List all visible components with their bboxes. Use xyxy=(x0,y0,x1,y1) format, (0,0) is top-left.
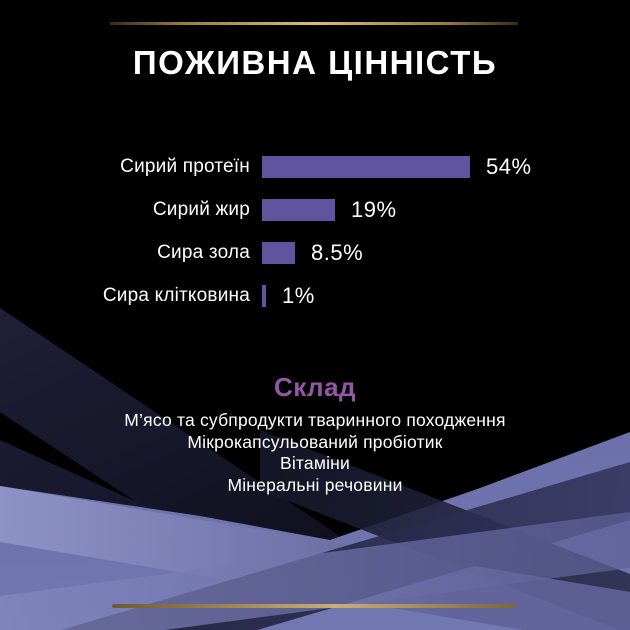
chart-category-label: Сира зола xyxy=(157,241,250,263)
composition-heading: Склад xyxy=(273,372,357,402)
composition-item: М’ясо та субпродукти тваринного походження xyxy=(124,410,506,430)
chart-value-label: 54% xyxy=(486,153,532,179)
top-gold-divider xyxy=(110,22,518,25)
chart-row xyxy=(0,274,630,317)
chart-bar xyxy=(262,156,470,178)
bottom-gold-divider xyxy=(112,604,517,608)
chart-category-label: Сирий жир xyxy=(152,198,250,220)
composition-item: Мікрокапсульований пробіотик xyxy=(187,431,443,452)
chart-row xyxy=(0,231,630,274)
chart-bar xyxy=(262,199,335,221)
chart-value-label: 19% xyxy=(351,196,397,222)
composition-item: Мінеральні речовини xyxy=(227,474,403,495)
chart-bar xyxy=(262,285,266,307)
composition-item: Вітаміни xyxy=(279,453,351,473)
chart-bar xyxy=(262,242,295,264)
chart-row xyxy=(0,188,630,231)
chart-row xyxy=(0,145,630,188)
chart-value-label: 8.5% xyxy=(311,239,364,265)
chart-category-label: Сирий протеїн xyxy=(120,155,250,177)
chart-category-label: Сира клітковина xyxy=(102,284,250,306)
chart-value-label: 1% xyxy=(282,282,315,308)
composition-section xyxy=(0,372,630,496)
page-title: ПОЖИВНА ЦІННІСТЬ xyxy=(132,44,498,81)
nutrition-chart xyxy=(0,145,630,317)
